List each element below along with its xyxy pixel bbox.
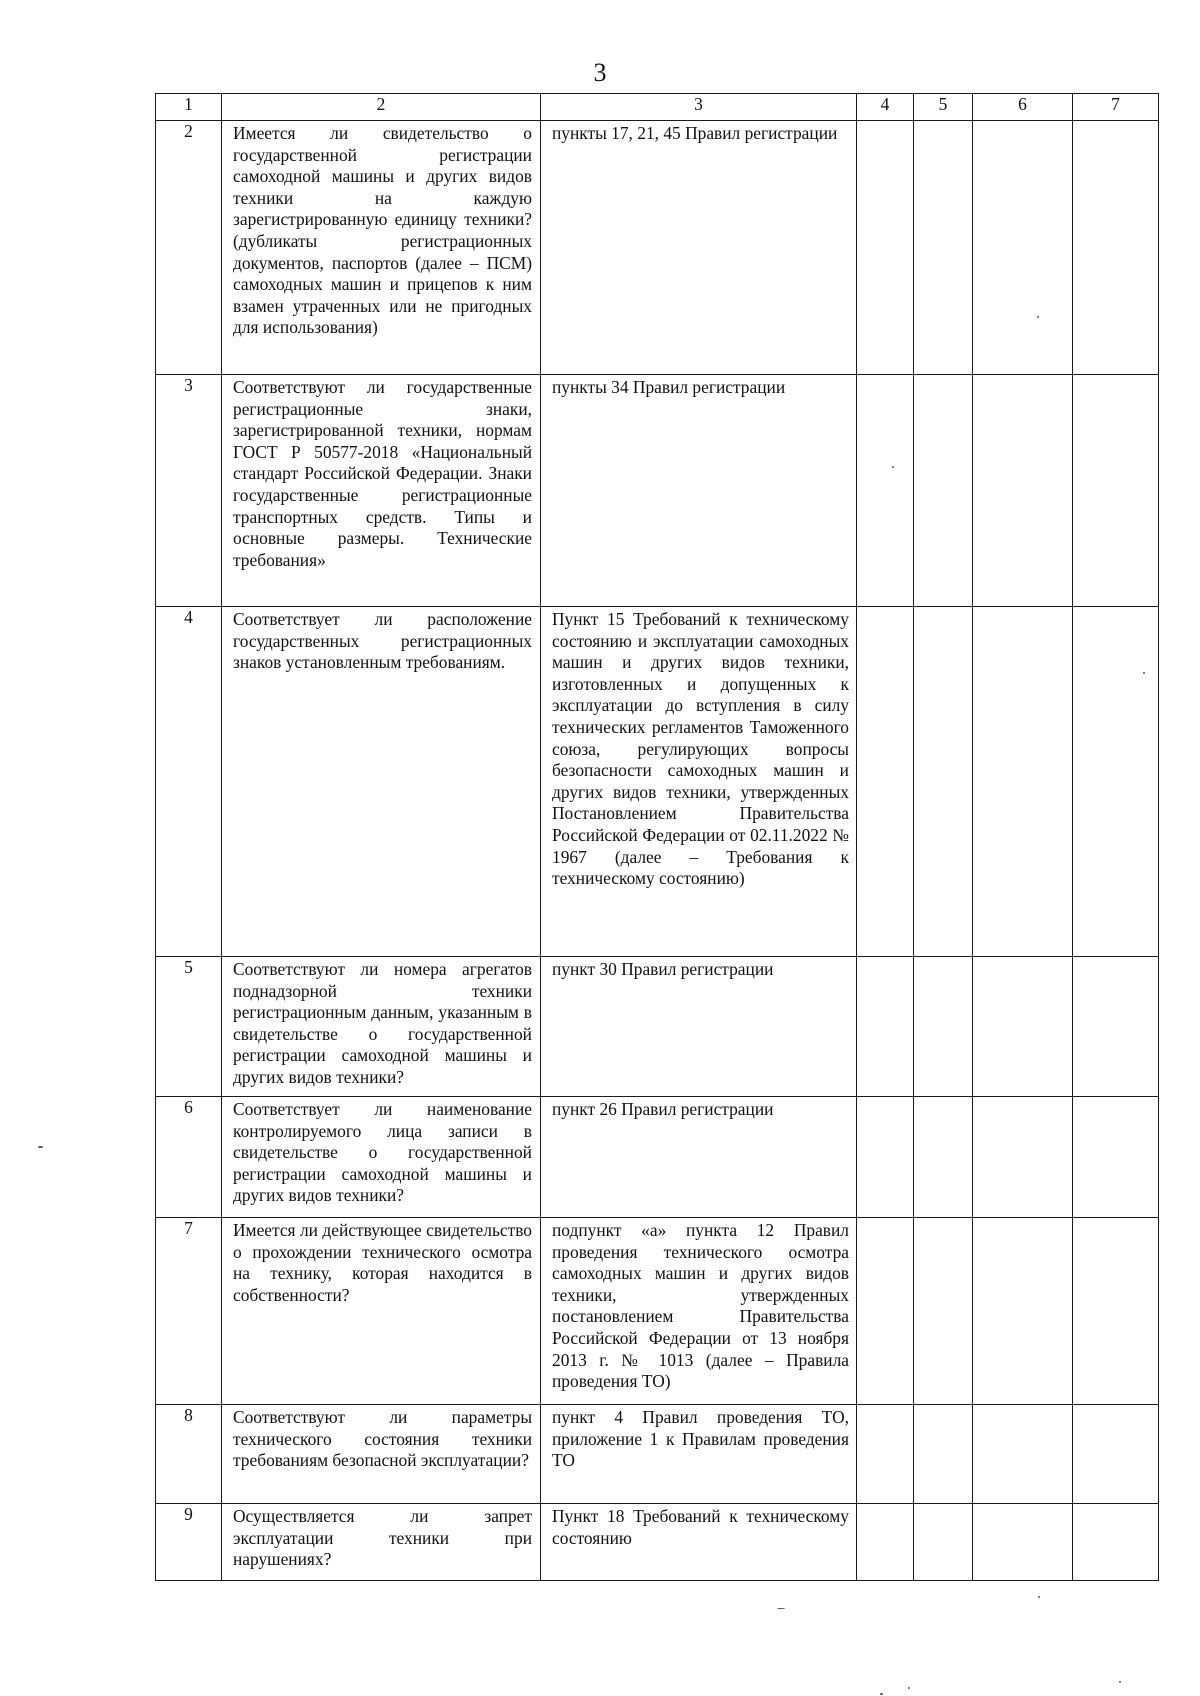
reference-cell: пункты 34 Правил регистрации [541, 375, 857, 607]
empty-cell [914, 375, 973, 607]
column-header: 5 [914, 94, 973, 121]
empty-cell [914, 1097, 973, 1218]
reference-cell: Пункт 15 Требований к техническому состоянию и эксплуатации самоходных машин и других видов техники, изготовленных и допущенных к эксплуатации до вступления в силу технических регламентов Таможенного союза, регулирующих вопросы безопасности самоходных машин и других видов техники, утвержденных Постановлением Правительства Российской Федерации от 02.11.2022 № 1967 (далее – Требования к техническому состоянию) [541, 607, 857, 957]
empty-cell [973, 957, 1073, 1097]
scan-speck [880, 1693, 883, 1695]
empty-cell [857, 957, 914, 1097]
column-header: 7 [1073, 94, 1159, 121]
empty-cell [1073, 1218, 1159, 1405]
row-number: 5 [156, 957, 222, 1097]
empty-cell [1073, 1097, 1159, 1218]
empty-cell [973, 1405, 1073, 1504]
empty-cell [914, 1405, 973, 1504]
table-row [156, 607, 1159, 957]
empty-cell [973, 1218, 1073, 1405]
empty-cell [857, 1405, 914, 1504]
empty-cell [1073, 957, 1159, 1097]
scan-speck [1143, 672, 1145, 674]
empty-cell [973, 1097, 1073, 1218]
row-number: 2 [156, 121, 222, 375]
scan-speck [1037, 316, 1039, 318]
column-header: 4 [857, 94, 914, 121]
question-cell: Имеется ли действующее свидетельство о прохождении технического осмотра на технику, которая находится в собственности? [222, 1218, 541, 1405]
empty-cell [1073, 1405, 1159, 1504]
empty-cell [857, 1218, 914, 1405]
empty-cell [857, 1097, 914, 1218]
empty-cell [914, 957, 973, 1097]
empty-cell [914, 1218, 973, 1405]
empty-cell [857, 1504, 914, 1581]
header-row [156, 94, 1159, 121]
column-header: 3 [541, 94, 857, 121]
table-row [156, 121, 1159, 375]
reference-cell: Пункт 18 Требований к техническому состоянию [541, 1504, 857, 1581]
column-header: 1 [156, 94, 222, 121]
row-number: 6 [156, 1097, 222, 1218]
question-cell: Соответствуют ли параметры технического состояния техники требованиям безопасной эксплуатации? [222, 1405, 541, 1504]
empty-cell [857, 607, 914, 957]
empty-cell [973, 121, 1073, 375]
row-number: 3 [156, 375, 222, 607]
empty-cell [1073, 121, 1159, 375]
scan-speck [892, 466, 894, 468]
reference-cell: пункт 30 Правил регистрации [541, 957, 857, 1097]
question-cell: Соответствуют ли государственные регистрационные знаки, зарегистрированной техники, нормам ГОСТ Р 50577-2018 «Национальный стандарт Российской Федерации. Знаки государственные регистрационные транспортных средств. Типы и основные размеры. Технические требования» [222, 375, 541, 607]
empty-cell [973, 375, 1073, 607]
reference-cell: пункт 4 Правил проведения ТО, приложение 1 к Правилам проведения ТО [541, 1405, 857, 1504]
scan-speck [777, 1608, 785, 1609]
table-row [156, 1097, 1159, 1218]
empty-cell [973, 607, 1073, 957]
table-row [156, 957, 1159, 1097]
empty-cell [914, 607, 973, 957]
scan-speck [38, 1146, 43, 1148]
page-number: 3 [593, 58, 607, 87]
table-row [156, 1218, 1159, 1405]
empty-cell [857, 375, 914, 607]
empty-cell [857, 121, 914, 375]
empty-cell [914, 1504, 973, 1581]
table-row [156, 1504, 1159, 1581]
reference-cell: подпункт «а» пункта 12 Правил проведения технического осмотра самоходных машин и других видов техники, утвержденных постановлением Правительства Российской Федерации от 13 ноября 2013 г. № 1013 (далее – Правила проведения ТО) [541, 1218, 857, 1405]
question-cell: Имеется ли свидетельство о государственной регистрации самоходной машины и других видов техники на каждую зарегистрированную единицу техники? (дубликаты регистрационных документов, паспортов (далее – ПСМ) самоходных машин и прицепов к ним взамен утраченных или не пригодных для использования) [222, 121, 541, 375]
scan-speck [1038, 1596, 1040, 1598]
table-row [156, 375, 1159, 607]
row-number: 9 [156, 1504, 222, 1581]
empty-cell [1073, 1504, 1159, 1581]
row-number: 8 [156, 1405, 222, 1504]
row-number: 4 [156, 607, 222, 957]
empty-cell [1073, 607, 1159, 957]
table-row [156, 1405, 1159, 1504]
column-header: 2 [222, 94, 541, 121]
reference-cell: пункт 26 Правил регистрации [541, 1097, 857, 1218]
checklist-table [155, 93, 1159, 1581]
reference-cell: пункты 17, 21, 45 Правил регистрации [541, 121, 857, 375]
empty-cell [973, 1504, 1073, 1581]
row-number: 7 [156, 1218, 222, 1405]
empty-cell [914, 121, 973, 375]
question-cell: Соответствует ли расположение государственных регистрационных знаков установленным требованиям. [222, 607, 541, 957]
scan-speck [908, 1687, 910, 1689]
question-cell: Осуществляется ли запрет эксплуатации техники при нарушениях? [222, 1504, 541, 1581]
column-header: 6 [973, 94, 1073, 121]
question-cell: Соответствуют ли номера агрегатов поднадзорной техники регистрационным данным, указанным в свидетельстве о государственной регистрации самоходной машины и других видов техники? [222, 957, 541, 1097]
question-cell: Соответствует ли наименование контролируемого лица записи в свидетельстве о государственной регистрации самоходной машины и других видов техники? [222, 1097, 541, 1218]
scan-speck [1119, 1681, 1121, 1683]
empty-cell [1073, 375, 1159, 607]
